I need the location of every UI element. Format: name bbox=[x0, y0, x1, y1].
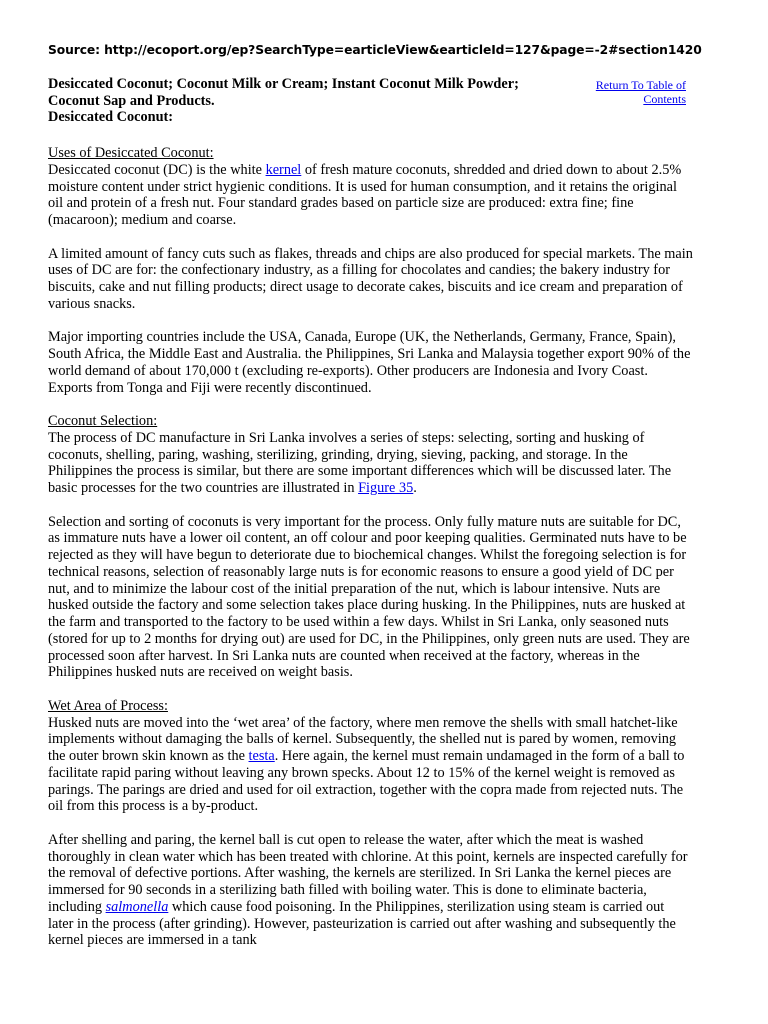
toc-link-line-1: Return To Table of bbox=[595, 78, 686, 92]
paragraph-selection-2: Selection and sorting of coconuts is very important for the process. Only fully mature nuts are suitable for DC, as immature nuts have a lower oil content, an off colour and poor keeping qualities. Germinated nuts have to be rejected as they will have begun to deteriorate due to biochemical changes. Whilst the foregoing selection is for technical reasons, selection of reasonably large nuts is for economic reasons to ensure a good yield of DC per nut, and to minimize the labour cost of the initial preparation of the nut, which is labour intensive. Nuts are husked outside the factory and some selection takes place during husking. In the Philippines, nuts are husked at the farm and transported to the factory to be used within a few days. Whilst in Sri Lanka, only seasoned nuts (stored for up to 2 months for drying out) are used for DC, in the Philippines, only green nuts are used. They are processed soon after harvest. In Sri Lanka nuts are counted when received at the factory, whereas in the Philippines husked nuts are received on weight basis. bbox=[48, 513, 690, 681]
paragraph-wet-1 bbox=[48, 715, 693, 816]
return-to-contents-link[interactable] bbox=[596, 78, 686, 107]
paragraph-uses-1 bbox=[48, 162, 693, 229]
heading-selection: Coconut Selection: bbox=[48, 413, 158, 429]
paragraph-uses-2: A limited amount of fancy cuts such as flakes, threads and chips are also produced for special markets. The main uses of DC are for: the confectionary industry, as a filling for chocolates and candies; the bakery industry for biscuits, cake and nut filling products; direct usage to decorate cakes, biscuits and ice cream and preparation of various snacks. bbox=[48, 245, 693, 312]
paragraph-wet-2 bbox=[48, 832, 693, 949]
title-line-2: Coconut Sap and Products. bbox=[48, 92, 215, 109]
salmonella-link[interactable]: salmonella bbox=[105, 898, 169, 915]
text-run: . Here again, the kernel must remain undamaged in the form of a ball to facilitate rapid paring without leaving any brown specks. About 12 to 15% of the kernel weight is removed as parings. The parings are dried and used for oil extraction, together with the copra made from rejected nuts. The oil from this process is a by-product. bbox=[48, 748, 685, 815]
text-run: Desiccated coconut (DC) is the white bbox=[48, 161, 266, 178]
text-run: which cause food poisoning. In the Philippines, sterilization using steam is carried out later in the process (after grinding). However, pasteurization is carried out after washing and subsequently the kernel pieces are immersed in a tank bbox=[48, 898, 676, 949]
figure-35-link[interactable]: Figure 35 bbox=[358, 480, 414, 496]
text-run: Husked nuts are moved into the ‘wet area’ of the factory, where men remove the shells with small hatchet-like implements without damaging the balls of kernel. Subsequently, the shelled nut is pared by women, removing the outer brown skin known as the bbox=[48, 714, 678, 764]
toc-link-line-2: Contents bbox=[643, 92, 686, 107]
title-line-1: Desiccated Coconut; Coconut Milk or Cream; Instant Coconut Milk Powder; bbox=[48, 76, 519, 92]
text-run: of fresh mature coconuts, shredded and dried down to about 2.5% moisture content under strict hygienic conditions. It is used for human consumption, and it retains the original oil and protein of a fresh nut. Four standard grades based on particle size are produced: extra fine; fine (macaroon); medium and coarse. bbox=[48, 161, 682, 228]
text-run: The process of DC manufacture in Sri Lanka involves a series of steps: selecting, sorting and husking of coconuts, shelling, paring, washing, sterilizing, grinding, drying, sieving, packing, and storage. In the Philippines the process is similar, but there are some important differences which will be discussed later. The basic processes for the two countries are illustrated in bbox=[48, 429, 672, 496]
source-line: Source: http://ecoport.org/ep?SearchType=earticleView&earticleId=127&page=-2#section1420 bbox=[48, 43, 702, 57]
document-header bbox=[48, 76, 698, 126]
text-run: After shelling and paring, the kernel ball is cut open to release the water, after which the meat is washed thoroughly in clean water which has been treated with chlorine. At this point, kernels are inspected carefully for the removal of defective portions. After washing, the kernels are sterilized. In Sri Lanka the kernel pieces are immersed for 90 seconds in a sterilizing bath filled with boiling water. This is done to eliminate bacteria, including bbox=[48, 831, 688, 915]
testa-link[interactable]: testa bbox=[248, 748, 275, 764]
paragraph-selection-1 bbox=[48, 430, 693, 497]
text-run: . bbox=[413, 480, 417, 496]
subtitle: Desiccated Coconut: bbox=[48, 109, 174, 126]
heading-wet-area: Wet Area of Process: bbox=[48, 697, 168, 714]
document-title bbox=[48, 76, 573, 126]
paragraph-uses-3: Major importing countries include the USA, Canada, Europe (UK, the Netherlands, Germany, France, Spain), South Africa, the Middle East and Australia. the Philippines, Sri Lanka and Malaysia together export 90% of the world demand of about 170,000 t (excluding re-exports). Other producers are Indonesia and Ivory Coast. Exports from Tonga and Fiji were recently discontinued. bbox=[48, 329, 691, 396]
document-body bbox=[48, 145, 693, 966]
heading-uses: Uses of Desiccated Coconut: bbox=[48, 145, 214, 161]
kernel-link[interactable]: kernel bbox=[265, 161, 302, 178]
